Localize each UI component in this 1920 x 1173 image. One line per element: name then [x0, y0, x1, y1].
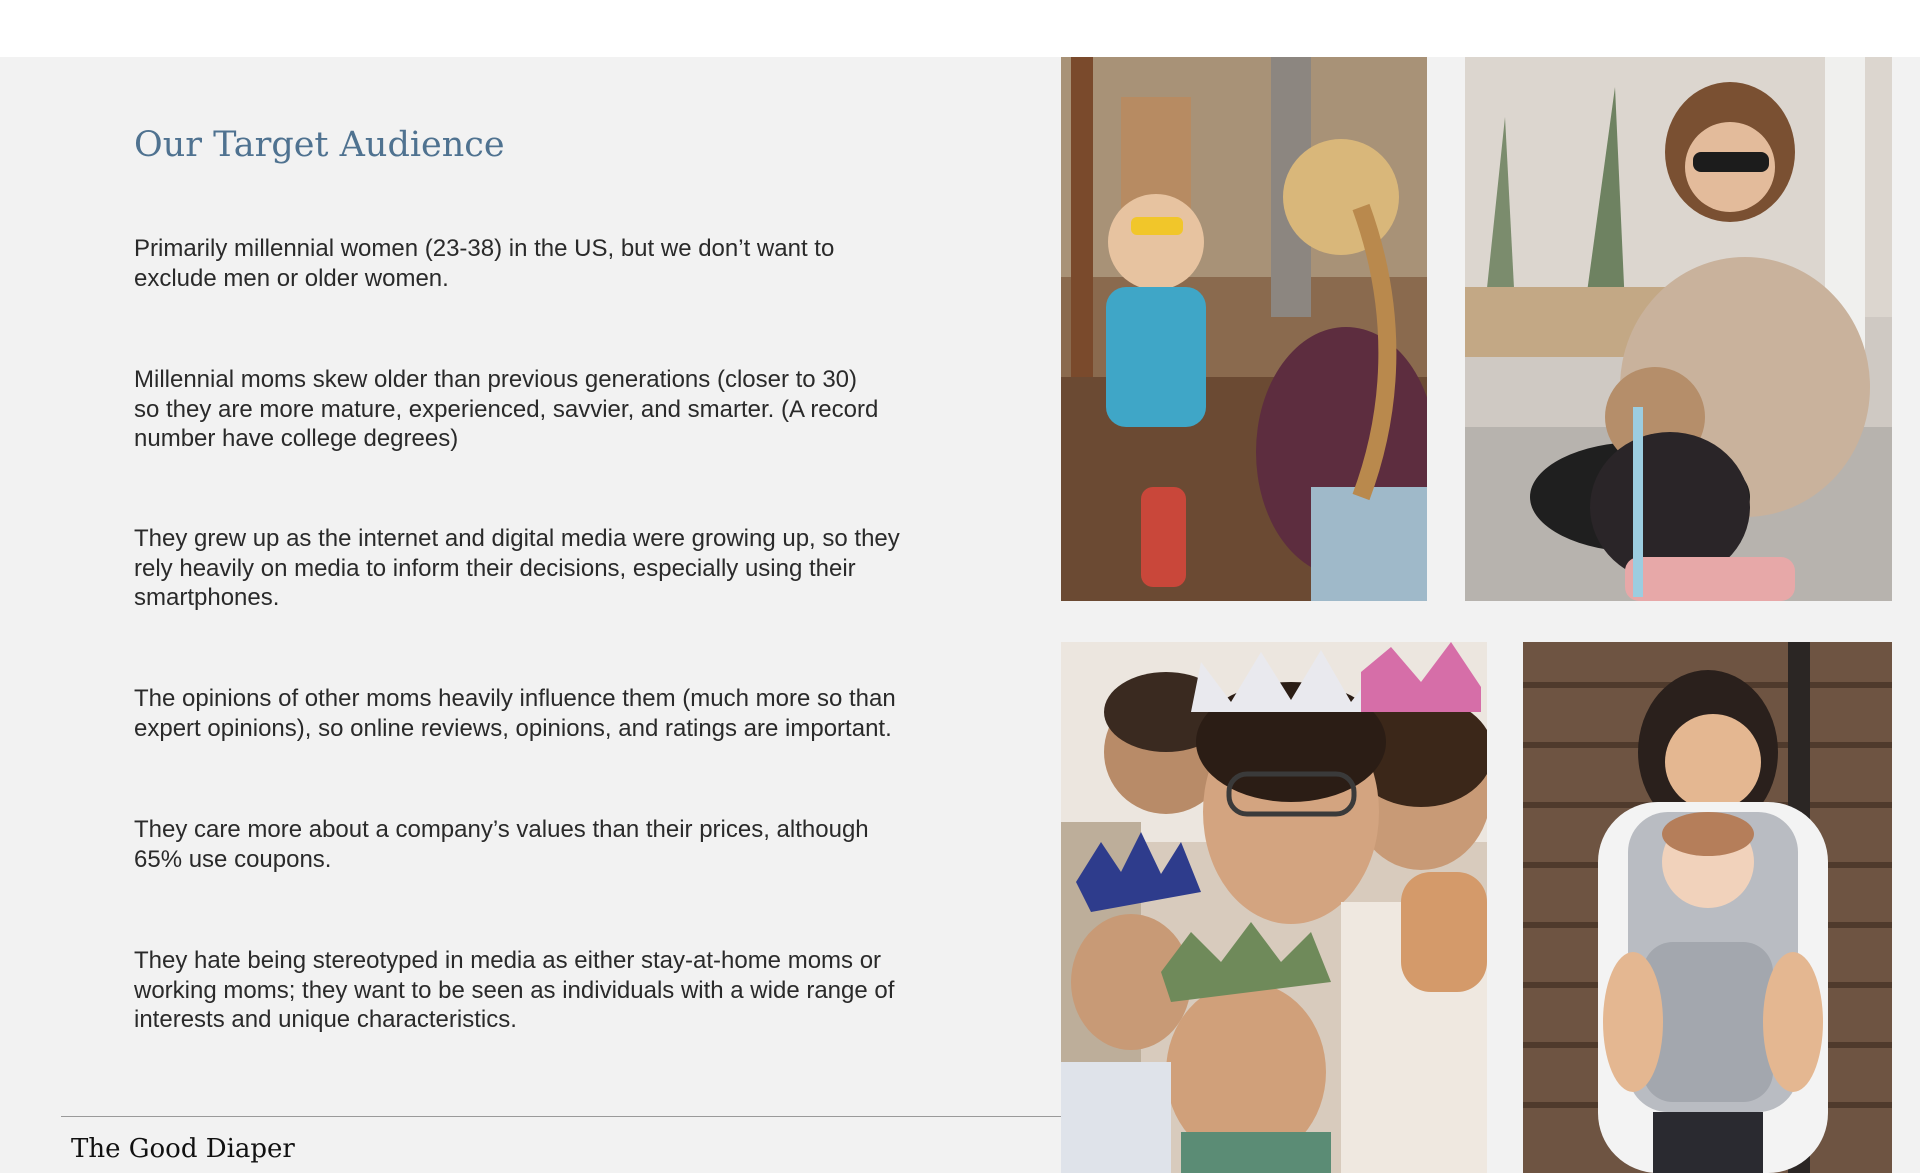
photo-mom-selfie-with-kids	[1061, 642, 1487, 1173]
slide	[0, 57, 1920, 1173]
audience-point-6: They hate being stereotyped in media as either stay-at-home moms or working moms; they want to be seen as individuals with a wide range of interests and unique characteristics.	[134, 947, 895, 1033]
footer-divider	[61, 1116, 1061, 1117]
audience-point-1: Primarily millennial women (23-38) in the US, but we don’t want to exclude men or older women.	[134, 235, 835, 292]
audience-point-3: They grew up as the internet and digital media were growing up, so they rely heavily on media to inform their decisions, especially using their smartphones.	[134, 525, 900, 611]
audience-point-5: They care more about a company’s values than their prices, although 65% use coupons.	[134, 816, 869, 873]
photo-mom-holding-toddler	[1061, 57, 1427, 601]
photo-mom-with-baby-carrier	[1523, 642, 1892, 1173]
audience-point-4: The opinions of other moms heavily influence them (much more so than expert opinions), so online reviews, opinions, and ratings are important.	[134, 685, 896, 742]
slide-title: Our Target Audience	[134, 125, 505, 165]
photo-mom-with-toddler-sidewalk	[1465, 57, 1892, 601]
audience-point-2: Millennial moms skew older than previous generations (closer to 30) so they are more mature, experienced, savvier, and smarter. (A record number have college degrees)	[134, 366, 879, 452]
footer-brand-name: The Good Diaper	[71, 1134, 295, 1164]
